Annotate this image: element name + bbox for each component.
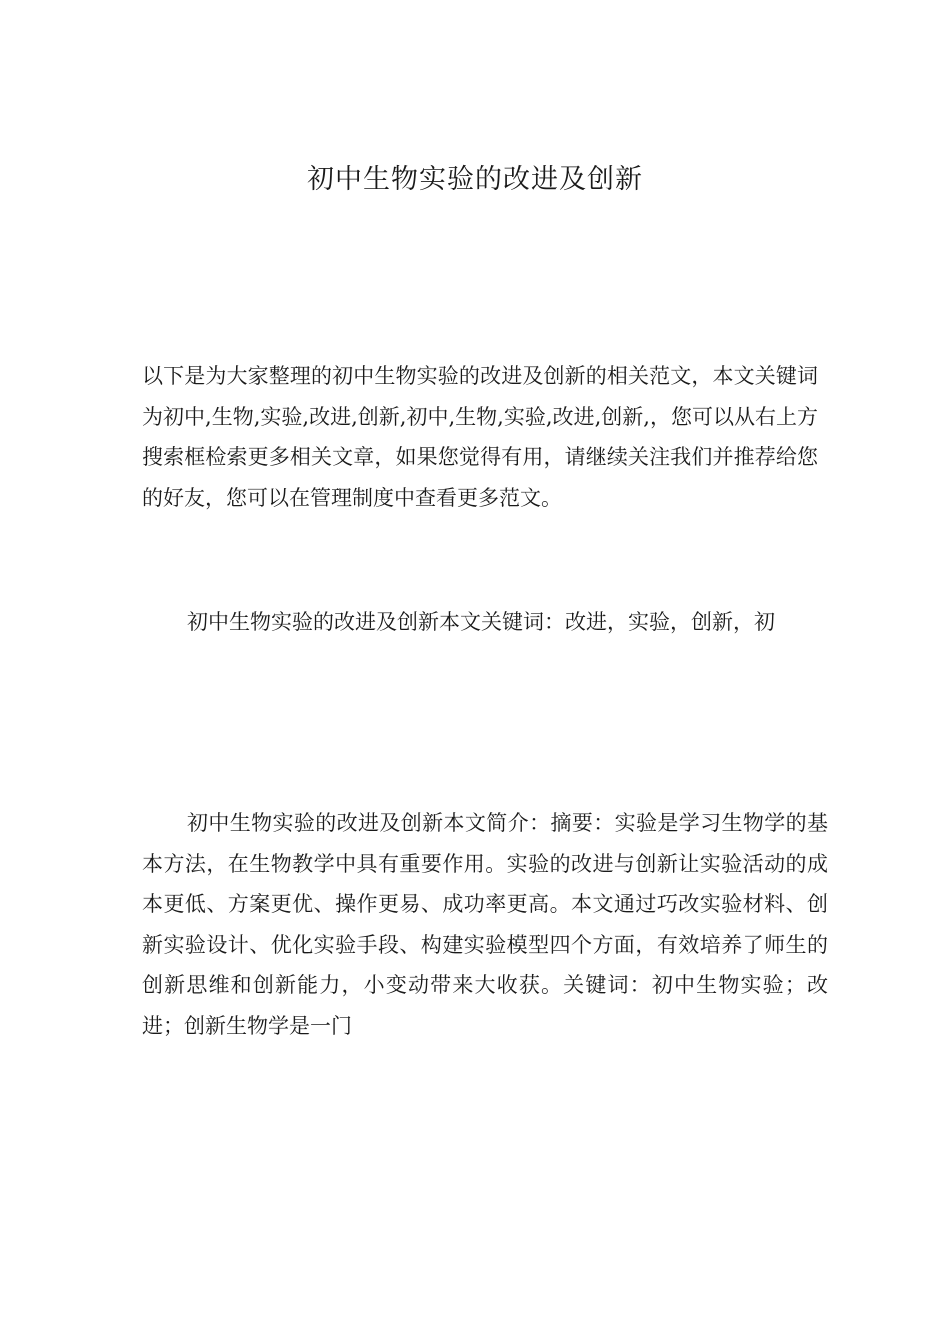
- keywords-paragraph: 初中生物实验的改进及创新本文关键词：改进，实验，创新，初: [187, 610, 775, 634]
- intro-paragraph: 以下是为大家整理的初中生物实验的改进及创新的相关范文，本文关键词为初中,生物,实验,改进,创新,初中,生物,实验,改进,创新,，您可以从右上方搜索框检索更多相关文章，如果您觉得有用，请继续关注我们并推荐给您的好友，您可以在管理制度中查看更多范文。: [142, 364, 818, 510]
- summary-paragraph: 初中生物实验的改进及创新本文简介：摘要：实验是学习生物学的基本方法，在生物教学中具有重要作用。实验的改进与创新让实验活动的成本更低、方案更优、操作更易、成功率更高。本文通过巧改实验材料、创新实验设计、优化实验手段、构建实验模型四个方面，有效培养了师生的创新思维和创新能力，小变动带来大收获。关键词：初中生物实验；改进；创新生物学是一门: [142, 811, 828, 1038]
- document-title: 初中生物实验的改进及创新: [307, 164, 643, 195]
